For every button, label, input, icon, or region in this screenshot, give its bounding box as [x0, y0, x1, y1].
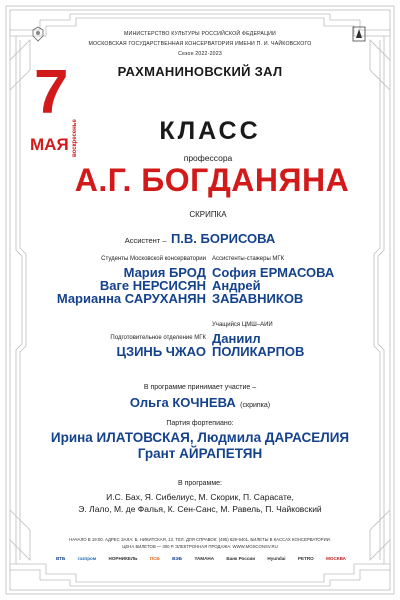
prep-list [20, 345, 206, 358]
date-day: 7 [34, 58, 69, 127]
assistant-line [0, 230, 400, 248]
guest-name: Ольга КОЧНЕВА [129, 395, 236, 410]
school-list [212, 332, 372, 358]
program-line-2: Э. Лало, М. де Фалья, К. Сен-Санс, М. Равель, П. Чайковский [78, 504, 322, 514]
sponsor-vtb-logo: ВТБ [56, 556, 66, 561]
program-line-1: И.С. Бах, Я. Сибелиус, М. Скорик, П. Сарасате, [106, 492, 294, 502]
student-name: Марианна САРУХАНЯН [56, 291, 206, 306]
date-month: МАЯ [30, 135, 69, 154]
piano-label: Партия фортепиано: [166, 420, 234, 427]
students-list [20, 266, 206, 305]
sponsor-psb-logo: ПСБ [149, 556, 160, 561]
sponsor-nornickel-logo: НОРНИКЕЛЬ [108, 556, 138, 561]
instrument-label: СКРИПКА [189, 210, 227, 219]
ministry-line: МИНИСТЕРСТВО КУЛЬТУРЫ РОССИЙСКОЙ ФЕДЕРАЦИИ [124, 31, 276, 37]
date-weekday: воскресенье [72, 119, 78, 157]
sponsor-bank-russia-logo: Банк России [226, 556, 256, 561]
professor-label: профессора [183, 153, 233, 163]
sponsor-hyundai-logo: Hyundai [267, 556, 286, 561]
guest-label: В программе принимает участие – [143, 384, 257, 391]
interns-label: Ассистенты-стажеры МГК [212, 256, 285, 262]
students-label: Студенты Московской консерватории [101, 256, 206, 262]
sponsor-logos [56, 556, 346, 561]
school-label: Учащийся ЦМШ–АИИ [212, 322, 273, 328]
school-student-name: Даниил [212, 331, 261, 346]
footer-line-2: ЦЕНА БИЛЕТОВ — 300 Р. ЭЛЕКТРОННАЯ ПРОДАЖА: WWW.MOSCONSV.RU [122, 544, 278, 549]
prep-student-name: ЦЗИНЬ ЧЖАО [116, 344, 206, 359]
piano-line-2: Грант АЙРАПЕТЯН [137, 446, 263, 461]
class-word: КЛАСС [159, 117, 261, 145]
student-name: Ваге НЕРСИСЯН [99, 278, 206, 293]
season-label: Сезон 2022-2023 [178, 51, 222, 57]
assistant-name: П.В. БОРИСОВА [170, 231, 276, 246]
school-student-name: ПОЛИКАРПОВ [212, 344, 305, 359]
venue-title: РАХМАНИНОВСКИЙ ЗАЛ [117, 64, 283, 79]
prep-label: Подготовительное отделение МГК [110, 335, 206, 341]
sponsor-veb-logo: ВЭБ [172, 556, 182, 561]
student-name: Мария БРОД [123, 265, 206, 280]
sponsor-petro-logo: PETRO [297, 556, 314, 561]
intern-name: София ЕРМАСОВА [212, 265, 335, 280]
intern-name: ЗАБАВНИКОВ [212, 291, 304, 306]
footer-line-1: НАЧАЛО В 19:00. АДРЕС ЗАЛА: Б. НИКИТСКАЯ, 13. ТЕЛ. ДЛЯ СПРАВОК: (495) 629-9401. БИЛЕТЫ В КАССАХ КОНСЕРВАТОРИИ. [68, 537, 331, 542]
piano-line-1: Ирина ИЛАТОВСКАЯ, Людмила ДАРАСЕЛИЯ [50, 430, 350, 445]
guest-line [0, 394, 400, 412]
professor-name: А.Г. БОГДАНЯНА [74, 162, 350, 198]
sponsor-moscow-logo: МОСКВА [326, 556, 346, 561]
sponsor-yamaha-logo: YAMAHA [194, 556, 215, 561]
guest-role: (скрипка) [240, 402, 271, 409]
program-label: В программе: [178, 480, 222, 487]
assistant-label: Ассистент – [124, 236, 167, 245]
conservatory-line: МОСКОВСКАЯ ГОСУДАРСТВЕННАЯ КОНСЕРВАТОРИЯ ИМЕНИ П. И. ЧАЙКОВСКОГО [88, 41, 312, 47]
intern-name: Андрей [212, 278, 261, 293]
sponsor-gazprom-logo: газпром [77, 556, 97, 561]
interns-list [212, 266, 372, 305]
